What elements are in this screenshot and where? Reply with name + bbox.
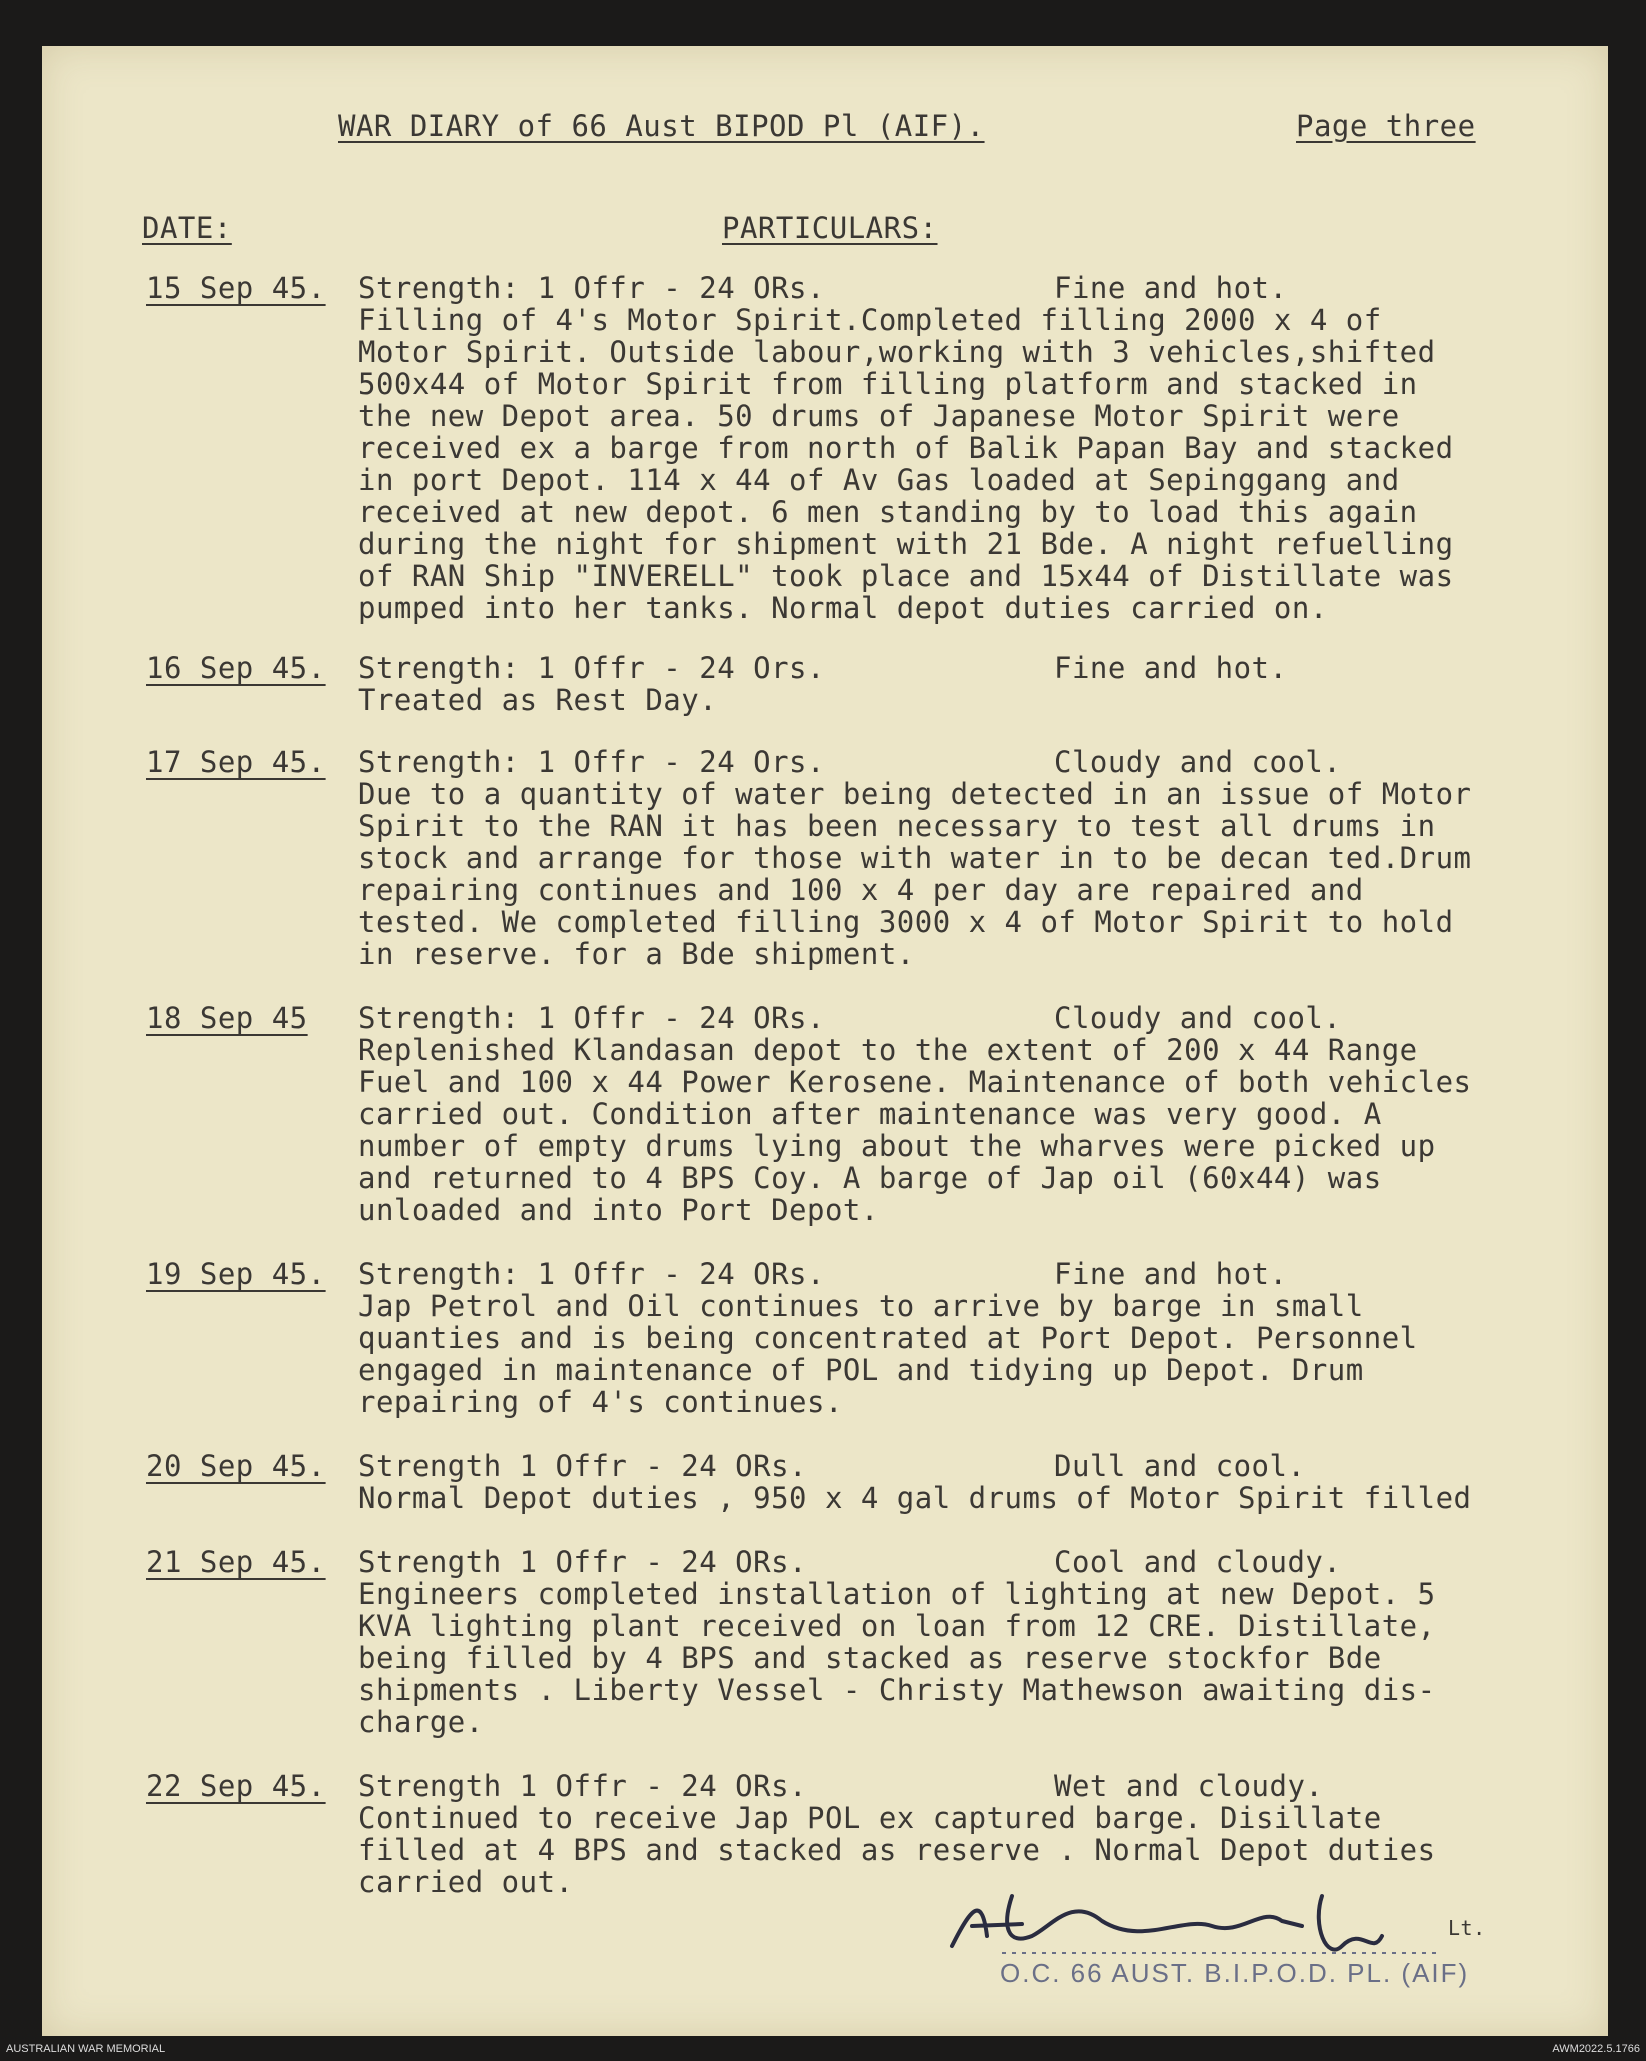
entry-line: unloaded and into Port Depot. [358,1193,879,1227]
signature-rank: Lt. [1448,1916,1486,1940]
entry-weather: Fine and hot. [1054,1257,1288,1291]
entry-line: Normal Depot duties , 950 x 4 gal drums of Motor Spirit filled [358,1481,1472,1515]
entry-strength: Strength: 1 Offr - 24 ORs. [358,1001,825,1035]
entry-line: Fuel and 100 x 44 Power Kerosene. Maintenance of both vehicles [358,1065,1472,1099]
entry-line: received ex a barge from north of Balik Papan Bay and stacked [358,431,1454,465]
officer-stamp: O.C. 66 AUST. B.I.P.O.D. PL. (AIF) [1000,1958,1470,1988]
page-number: Page three [1296,109,1476,143]
entry-weather: Wet and cloudy. [1054,1769,1324,1803]
entry-weather: Cool and cloudy. [1054,1545,1342,1579]
entry-line: in reserve. for a Bde shipment. [358,937,915,971]
entry-line: Continued to receive Jap POL ex captured barge. Disillate [358,1801,1382,1835]
entry-strength: Strength: 1 Offr - 24 ORs. [358,1257,825,1291]
entry-weather: Fine and hot. [1054,651,1288,685]
entry-strength: Strength 1 Offr - 24 ORs. [358,1449,807,1483]
document-title: WAR DIARY of 66 Aust BIPOD Pl (AIF). [338,109,985,143]
entry-weather: Cloudy and cool. [1054,1001,1342,1035]
entry-line: pumped into her tanks. Normal depot duties carried on. [358,591,1328,625]
entry-line: being filled by 4 BPS and stacked as reserve stockfor Bde [358,1641,1382,1675]
entry-line: number of empty drums lying about the wharves were picked up [358,1129,1436,1163]
entry-line: and returned to 4 BPS Coy. A barge of Jap oil (60x44) was [358,1161,1382,1195]
entry-date: 15 Sep 45. [146,271,326,305]
archive-name: AUSTRALIAN WAR MEMORIAL [6,2043,166,2055]
entry-line: Replenished Klandasan depot to the extent of 200 x 44 Range [358,1033,1418,1067]
entry-line: repairing continues and 100 x 4 per day are repaired and [358,873,1364,907]
entry-line: Filling of 4's Motor Spirit.Completed filling 2000 x 4 of [358,303,1382,337]
archive-footer [0,2037,1646,2061]
entry-line: carried out. Condition after maintenance was very good. A [358,1097,1382,1131]
entry-line: engaged in maintenance of POL and tidying up Depot. Drum [358,1353,1364,1387]
document-page [42,46,1608,2036]
entry-line: charge. [358,1705,484,1739]
entry-line: stock and arrange for those with water in to be decan ted.Drum [358,841,1472,875]
entry-line: quanties and is being concentrated at Port Depot. Personnel [358,1321,1418,1355]
entry-line: Treated as Rest Day. [358,683,718,717]
entry-line: Spirit to the RAN it has been necessary to test all drums in [358,809,1436,843]
entry-line: Engineers completed installation of lighting at new Depot. 5 [358,1577,1436,1611]
entry-strength: Strength: 1 Offr - 24 Ors. [358,651,825,685]
entry-line: Motor Spirit. Outside labour,working with 3 vehicles,shifted [358,335,1436,369]
entry-weather: Cloudy and cool. [1054,745,1342,779]
entry-date: 17 Sep 45. [146,745,326,779]
entry-line: received at new depot. 6 men standing by to load this again [358,495,1418,529]
entry-line: in port Depot. 114 x 44 of Av Gas loaded at Sepinggang and [358,463,1400,497]
entry-date: 22 Sep 45. [146,1769,326,1803]
particulars-column-header: PARTICULARS: [722,211,938,245]
entry-date: 18 Sep 45 [146,1001,308,1035]
entry-date: 16 Sep 45. [146,651,326,685]
entry-line: Due to a quantity of water being detected in an issue of Motor [358,777,1472,811]
entry-line: tested. We completed filling 3000 x 4 of Motor Spirit to hold [358,905,1454,939]
entry-line: the new Depot area. 50 drums of Japanese Motor Spirit were [358,399,1400,433]
entry-line: repairing of 4's continues. [358,1385,843,1419]
entry-line: carried out. [358,1865,574,1899]
entry-date: 20 Sep 45. [146,1449,326,1483]
entry-line: Jap Petrol and Oil continues to arrive by barge in small [358,1289,1364,1323]
entry-strength: Strength 1 Offr - 24 ORs. [358,1769,807,1803]
date-column-header: DATE: [142,211,232,245]
archive-reference: AWM2022.5.1766 [1552,2043,1640,2055]
entry-weather: Dull and cool. [1054,1449,1306,1483]
entry-line: filled at 4 BPS and stacked as reserve . Normal Depot duties [358,1833,1436,1867]
entry-line: during the night for shipment with 21 Bde. A night refuelling [358,527,1454,561]
entry-line: KVA lighting plant received on loan from 12 CRE. Distillate, [358,1609,1436,1643]
entry-line: 500x44 of Motor Spirit from filling platform and stacked in [358,367,1418,401]
entry-strength: Strength: 1 Offr - 24 Ors. [358,745,825,779]
entry-date: 19 Sep 45. [146,1257,326,1291]
entry-line: of RAN Ship "INVERELL" took place and 15x44 of Distillate was [358,559,1454,593]
entry-weather: Fine and hot. [1054,271,1288,305]
entry-strength: Strength: 1 Offr - 24 ORs. [358,271,825,305]
entry-line: shipments . Liberty Vessel - Christy Mathewson awaiting dis- [358,1673,1436,1707]
entry-date: 21 Sep 45. [146,1545,326,1579]
entry-strength: Strength 1 Offr - 24 ORs. [358,1545,807,1579]
